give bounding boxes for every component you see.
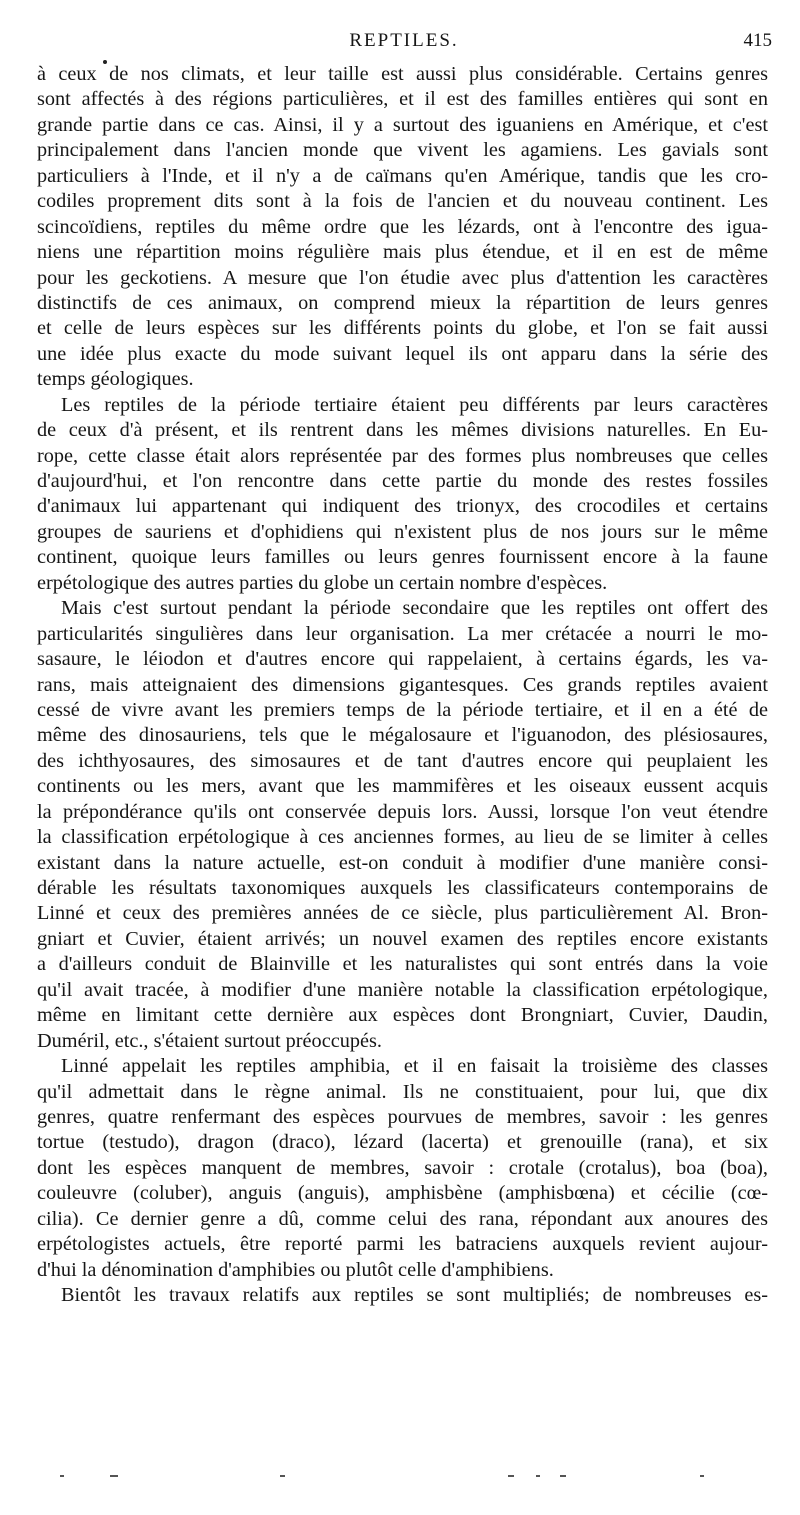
text-line: cessé de vivre avant les premiers temps de la période tertiaire, et il en a été de bbox=[37, 698, 768, 721]
text-line: d'animaux lui appartenant qui indiquent des trionyx, des crocodiles et certains bbox=[37, 495, 768, 518]
text-line: pour les geckotiens. A mesure que l'on étudie avec plus d'attention les caractères bbox=[37, 266, 768, 289]
text-line: à ceux de nos climats, et leur taille est aussi plus considérable. Certains genres bbox=[37, 63, 768, 85]
text-line: sasaure, le léiodon et d'autres encore qui rappelaient, à certains égards, les va- bbox=[37, 648, 768, 671]
text-line: d'aujourd'hui, et l'on rencontre dans cette partie du monde des restes fossiles bbox=[37, 470, 768, 492]
scan-mark bbox=[60, 1475, 64, 1477]
scan-mark bbox=[560, 1475, 566, 1477]
text-line: continents ou les mers, avant que les mammifères et les oiseaux eussent acquis bbox=[37, 775, 768, 798]
running-title: REPTILES. bbox=[349, 30, 459, 51]
text-line: temps géologiques. bbox=[37, 368, 194, 391]
text-line: niens une répartition moins régulière mais plus étendue, et il en est de même bbox=[37, 241, 768, 264]
scan-mark bbox=[508, 1475, 514, 1477]
text-line: Mais c'est surtout pendant la période secondaire que les reptiles ont offert des bbox=[61, 597, 768, 620]
text-line: gniart et Cuvier, étaient arrivés; un nouvel examen des reptiles encore existants bbox=[37, 927, 768, 950]
text-line: existant dans la nature actuelle, est-on conduit à modifier d'une manière consi- bbox=[37, 851, 768, 874]
scan-artifacts bbox=[60, 1475, 740, 1481]
text-line: dérable les résultats taxonomiques auxquels les classificateurs contemporains de bbox=[37, 877, 768, 899]
text-line: d'hui la dénomination d'amphibies ou plutôt celle d'amphibiens. bbox=[37, 1258, 554, 1281]
text-line: genres, quatre renfermant des espèces pourvues de membres, savoir : les genres bbox=[37, 1105, 768, 1128]
text-line: et celle de leurs espèces sur les différents points du globe, et l'on se fait aussi bbox=[37, 317, 768, 340]
scan-mark bbox=[700, 1475, 704, 1477]
text-line: couleuvre (coluber), anguis (anguis), amphisbène (amphisbœna) et cécilie (cœ- bbox=[37, 1182, 768, 1205]
text-line: Bientôt les travaux relatifs aux reptiles se sont multipliés; de nombreuses es- bbox=[61, 1284, 768, 1306]
scan-mark bbox=[536, 1475, 540, 1477]
text-line: Linné et ceux des premières années de ce siècle, plus particulièrement Al. Bron- bbox=[37, 902, 768, 925]
text-line: de ceux d'à présent, et ils rentrent dans les mêmes divisions naturelles. En Eu- bbox=[37, 419, 768, 442]
text-line: grande partie dans ce cas. Ainsi, il y a surtout des iguaniens en Amérique, et c'est bbox=[37, 113, 768, 136]
text-line: continent, quoique leurs familles ou leurs genres fournissent encore à la faune bbox=[37, 546, 768, 569]
text-line: scincoïdiens, reptiles du même ordre que les lézards, ont à l'encontre des igua- bbox=[37, 215, 768, 238]
page-number: 415 bbox=[743, 30, 772, 51]
text-line: tortue (testudo), dragon (draco), lézard (lacerta) et grenouille (rana), et six bbox=[37, 1131, 768, 1154]
text-line: qu'il admettait dans le règne animal. Ils ne constituaient, pour lui, que dix bbox=[37, 1080, 768, 1103]
text-line: sont affectés à des régions particulières, et il est des familles entières qui sont en bbox=[37, 88, 768, 111]
text-line: rope, cette classe était alors représentée par des formes plus nombreuses que celles bbox=[37, 444, 768, 467]
text-line: la prépondérance qu'ils ont conservée depuis lors. Aussi, lorsque l'on veut étendre bbox=[37, 800, 768, 823]
text-line: Les reptiles de la période tertiaire étaient peu différents par leurs caractères bbox=[61, 393, 768, 416]
text-line: Duméril, etc., s'étaient surtout préoccupés. bbox=[37, 1029, 382, 1052]
text-line: cilia). Ce dernier genre a dû, comme celui des rana, répondant aux anoures des bbox=[37, 1207, 768, 1230]
text-line: dont les espèces manquent de membres, savoir : crotale (crotalus), boa (boa), bbox=[37, 1156, 768, 1179]
text-line: qu'il avait tracée, à modifier d'une manière notable la classification erpétologique, bbox=[37, 978, 768, 1001]
running-head bbox=[36, 30, 772, 56]
text-line: codiles proprement dits sont à la fois de l'ancien et du nouveau continent. Les bbox=[37, 190, 768, 213]
scan-mark bbox=[280, 1475, 285, 1477]
text-line: groupes de sauriens et d'ophidiens qui n'existent plus de nos jours sur le même bbox=[37, 520, 768, 543]
text-line: particularités singulières dans leur organisation. La mer crétacée a nourri le mo- bbox=[37, 622, 768, 645]
body-text bbox=[37, 62, 768, 1308]
text-line: erpétologique des autres parties du globe un certain nombre d'espèces. bbox=[37, 571, 608, 594]
text-line: une idée plus exacte du mode suivant lequel ils ont apparu dans la série des bbox=[37, 342, 768, 365]
text-line: particuliers à l'Inde, et il n'y a de caïmans qu'en Amérique, tandis que les cro- bbox=[37, 164, 768, 187]
text-line: erpétologistes actuels, être reporté parmi les batraciens auxquels revient aujour- bbox=[37, 1233, 768, 1256]
text-line: des ichthyosaures, des simosaures et de tant d'autres encore qui peuplaient les bbox=[37, 749, 768, 772]
text-line: distinctifs de ces animaux, on comprend mieux la répartition de leurs genres bbox=[37, 291, 768, 314]
text-line: Linné appelait les reptiles amphibia, et il en faisait la troisième des classes bbox=[61, 1055, 768, 1078]
text-line: même en limitant cette dernière aux espèces dont Brongniart, Cuvier, Daudin, bbox=[37, 1004, 768, 1027]
text-line: même des dinosauriens, tels que le mégalosaure et l'iguanodon, des plésiosaures, bbox=[37, 724, 768, 747]
text-line: principalement dans l'ancien monde que vivent les agamiens. Les gavials sont bbox=[37, 139, 768, 162]
text-line: rans, mais atteignaient des dimensions gigantesques. Ces grands reptiles avaient bbox=[37, 673, 768, 696]
text-line: a d'ailleurs conduit de Blainville et les naturalistes qui sont entrés dans la voie bbox=[37, 953, 768, 976]
text-line: la classification erpétologique à ces anciennes formes, au lieu de se limiter à celles bbox=[37, 826, 768, 849]
scan-mark bbox=[110, 1475, 118, 1477]
